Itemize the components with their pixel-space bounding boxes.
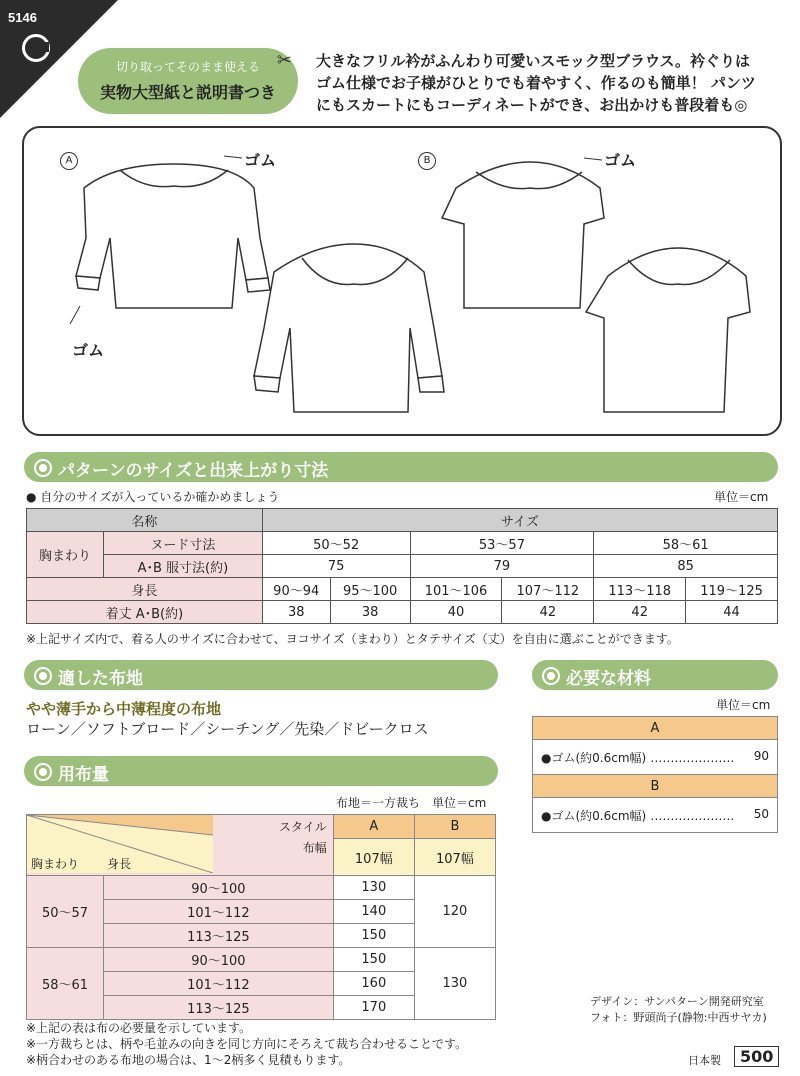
label-b: B (418, 152, 436, 170)
cell: 58〜61 (594, 532, 778, 555)
height-cell: 113〜125 (104, 924, 334, 948)
cell: 44 (686, 601, 778, 624)
cell: 53〜57 (410, 532, 594, 555)
cell: 107〜112 (502, 578, 594, 601)
yardage-table (26, 814, 496, 1020)
gom-label: ゴム (604, 151, 637, 170)
yardage-notes (26, 1020, 467, 1068)
material-value: 90 (753, 748, 769, 763)
made-in: 日本製 (688, 1054, 721, 1067)
height-cell: 101〜112 (104, 900, 334, 924)
pattern-badge (78, 48, 298, 114)
leader-dots: ………………… (650, 808, 735, 823)
row-chest: 胸まわり (27, 532, 104, 578)
yardage-section-title: 用布量 (58, 765, 109, 785)
row-nude: ヌード寸法 (104, 532, 263, 555)
fabric-list: ローン／ソフトブロード／シーチング／先染／ドビークロス (26, 720, 429, 738)
materials-table (532, 716, 778, 833)
width-label: 布幅 (302, 841, 327, 855)
cell: 38 (330, 601, 410, 624)
size-unit: 単位＝cm (714, 490, 769, 504)
materials-a-row (533, 740, 778, 775)
size-section-title: パターンのサイズと出来上がり寸法 (58, 461, 329, 481)
blouse-a-front (254, 244, 444, 412)
yardage-meta: 布地＝一方裁ち 単位＝cm (336, 796, 487, 810)
style-a: A (333, 815, 414, 839)
col-name: 名称 (27, 509, 263, 532)
a-cell: 160 (333, 972, 414, 996)
row-length: 着丈 A･B(約) (27, 601, 263, 624)
photo-credit: フォト：野頭尚子(静物:中西サヤカ) (590, 1011, 767, 1024)
price-badge: 500 (734, 1046, 779, 1067)
cell: 50〜52 (262, 532, 410, 555)
bullet-icon (34, 763, 52, 781)
a-cell: 150 (333, 948, 414, 972)
size-note: ※上記サイズ内で、着る人のサイズに合わせて、ヨコサイズ（まわり）とタテサイズ（丈）を自由に選ぶことができます。 (26, 632, 679, 646)
cell: 38 (262, 601, 330, 624)
bullet-icon (34, 459, 52, 477)
leader-dots: ………………… (650, 750, 735, 765)
b-cell: 130 (414, 948, 495, 1020)
label-a: A (60, 152, 78, 170)
row-height: 身長 (27, 578, 263, 601)
col-size: サイズ (262, 509, 777, 532)
bullet-icon (34, 667, 52, 685)
scissors-icon: ✂ (276, 50, 292, 71)
design-credit: デザイン：サンパターン開発研究室 (590, 995, 764, 1008)
fabric-section-title: 適した布地 (58, 669, 143, 689)
cell: 40 (410, 601, 502, 624)
material-value: 50 (753, 806, 769, 821)
note-line: ※柄合わせのある布地の場合は、1〜2柄多く見積もります。 (26, 1053, 351, 1067)
style-label: スタイル (279, 820, 327, 834)
height-cell: 90〜100 (104, 948, 334, 972)
cell: 119〜125 (686, 578, 778, 601)
materials-b-row (533, 798, 778, 833)
materials-section-header (532, 660, 778, 690)
fabric-section-header (24, 660, 498, 690)
illustration-panel (22, 126, 782, 436)
cell: 79 (410, 555, 594, 578)
badge-subtitle: 切り取ってそのまま使える (115, 60, 260, 74)
height-cell: 101〜112 (104, 972, 334, 996)
cell: 90〜94 (262, 578, 330, 601)
note-line: ※上記の表は布の必要量を示しています。 (26, 1021, 252, 1035)
garment-drawings (24, 128, 780, 434)
intro-text (316, 50, 786, 116)
blouse-b-back (442, 162, 604, 308)
yardage-corner (27, 815, 334, 876)
materials-section-title: 必要な材料 (566, 669, 651, 689)
chest-group: 58〜61 (27, 948, 104, 1020)
size-section-header (24, 452, 778, 482)
bullet-icon (542, 667, 560, 685)
width-a: 107幅 (333, 839, 414, 876)
credits (590, 994, 767, 1026)
fabric-heading: やや薄手から中薄程度の布地 (26, 700, 222, 718)
material-item: ●ゴム(約0.6cm幅) (541, 808, 647, 823)
chest-label: 胸まわり (31, 857, 80, 871)
brand-logo (22, 34, 50, 62)
chest-group: 50〜57 (27, 876, 104, 948)
style-b: B (414, 815, 495, 839)
cell: 113〜118 (594, 578, 686, 601)
intro-line: ゴム仕様でお子様がひとりでも着やすく、作るのも簡単！ パンツ (316, 74, 756, 92)
gom-label: ゴム (244, 151, 277, 170)
cell: 42 (502, 601, 594, 624)
cell: 95〜100 (330, 578, 410, 601)
a-cell: 170 (333, 996, 414, 1020)
row-garment: A･B 服寸法(約) (104, 555, 263, 578)
badge-title: 実物大型紙と説明書つき (99, 83, 276, 102)
note-line: ※一方裁ちとは、柄や毛並みの向きを同じ方向にそろえて裁ち合わせることです。 (26, 1037, 468, 1051)
a-cell: 140 (333, 900, 414, 924)
size-table (26, 508, 778, 624)
a-cell: 150 (333, 924, 414, 948)
b-cell: 120 (414, 876, 495, 948)
cell: 85 (594, 555, 778, 578)
height-cell: 113〜125 (104, 996, 334, 1020)
a-cell: 130 (333, 876, 414, 900)
materials-b-label: B (533, 775, 778, 798)
cell: 42 (594, 601, 686, 624)
cell: 75 (262, 555, 410, 578)
blouse-a-back (76, 164, 270, 308)
width-b: 107幅 (414, 839, 495, 876)
intro-line: にもスカートにもコーディネートができ、お出かけも普段着も◎ (316, 96, 748, 114)
height-cell: 90〜100 (104, 876, 334, 900)
intro-line: 大きなフリル衿がふんわり可愛いスモック型ブラウス。衿ぐりは (316, 52, 750, 70)
size-subtitle: ● 自分のサイズが入っているか確かめましょう (26, 490, 280, 504)
pattern-code: 5146 (8, 10, 37, 25)
materials-a-label: A (533, 717, 778, 740)
height-label: 身長 (107, 857, 132, 871)
materials-unit: 単位＝cm (716, 698, 771, 712)
material-item: ●ゴム(約0.6cm幅) (541, 750, 647, 765)
yardage-section-header (24, 756, 498, 786)
gom-label: ゴム (72, 341, 105, 360)
cell: 101〜106 (410, 578, 502, 601)
blouse-b-front (586, 248, 750, 412)
